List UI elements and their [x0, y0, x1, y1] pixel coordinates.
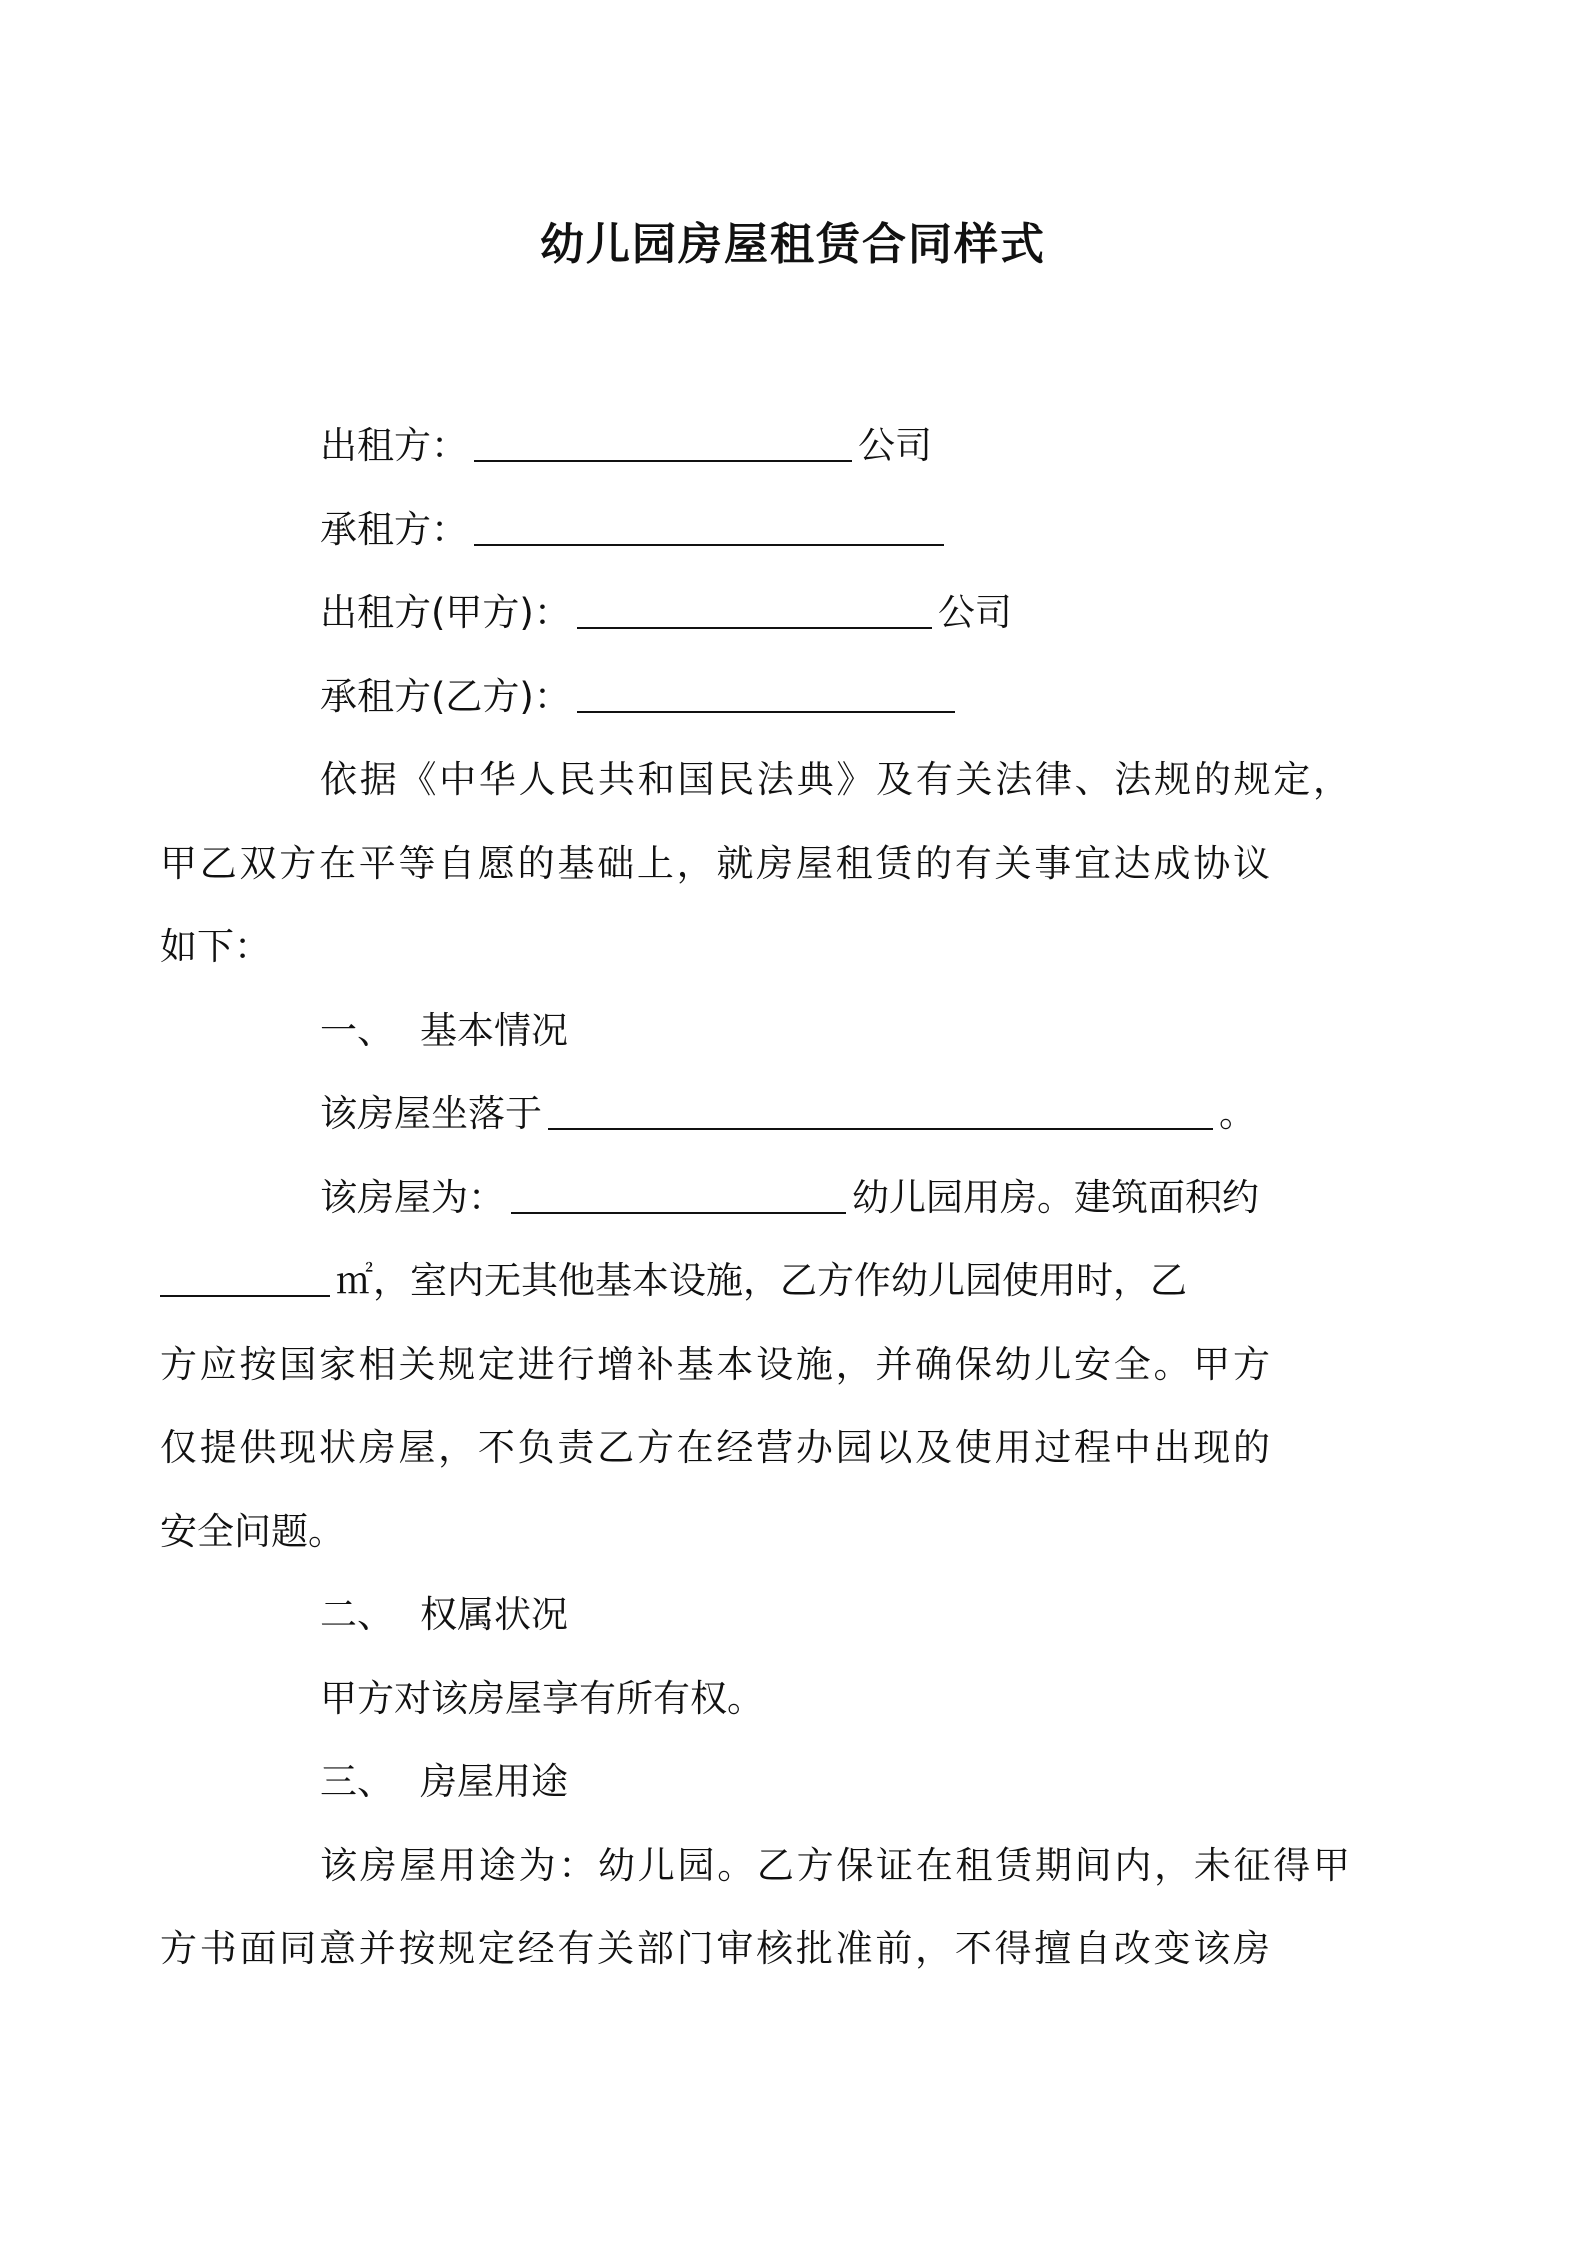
section2-text: 甲方对该房屋享有所有权。 — [320, 1676, 764, 1720]
party-a-suffix: 公司 — [937, 591, 1012, 634]
section1-heading — [240, 989, 1350, 1073]
section1-line-1: 方应按国家相关规定进行增补基本设施，并确保幼儿安全。甲方 — [160, 1342, 1270, 1386]
party-b-label: 承租方(乙方)： — [320, 674, 571, 718]
section1-use-line — [240, 1156, 1350, 1240]
section1-use-prefix: 该房屋为： — [320, 1175, 505, 1219]
section1-location-line — [240, 1072, 1350, 1156]
party-lessee-line — [240, 488, 1350, 572]
section2-number: 二、 — [320, 1593, 394, 1636]
section3-number: 三、 — [320, 1760, 394, 1803]
party-lessee-blank[interactable] — [474, 506, 944, 546]
section1-location-suffix: 。 — [1219, 1092, 1256, 1135]
area-blank[interactable] — [160, 1257, 330, 1297]
party-lessee-label: 承租方： — [320, 507, 468, 551]
section1-area-line — [160, 1239, 1350, 1323]
section1-use-suffix: 幼儿园用房。建筑面积约 — [852, 1175, 1259, 1219]
section2-heading — [240, 1573, 1350, 1657]
section1-area-unit: ㎡，室内无其他基本设施，乙方作幼儿园使用时，乙 — [336, 1259, 1187, 1302]
preamble-line-1: 依据《中华人民共和国民法典》及有关法律、法规的规定， — [320, 758, 1350, 801]
section1-line-2: 仅提供现状房屋，不负责乙方在经营办园以及使用过程中出现的 — [160, 1426, 1270, 1469]
section1-number: 一、 — [320, 1008, 394, 1052]
party-a-blank[interactable] — [577, 589, 932, 629]
party-lessor-line — [240, 404, 1350, 488]
section1-line-3: 安全问题。 — [160, 1509, 345, 1553]
document-title: 幼儿园房屋租赁合同样式 — [540, 219, 1046, 270]
section1-location-prefix: 该房屋坐落于 — [320, 1092, 542, 1135]
section3-line-1: 该房屋用途为：幼儿园。乙方保证在租赁期间内，未征得甲 — [320, 1843, 1350, 1887]
section3-line-2: 方书面同意并按规定经有关部门审核批准前，不得擅自改变该房 — [160, 1927, 1270, 1970]
party-b-line — [240, 655, 1350, 739]
section1-title: 基本情况 — [420, 1008, 568, 1052]
location-blank[interactable] — [548, 1090, 1213, 1130]
party-lessor-blank[interactable] — [474, 422, 852, 462]
party-b-blank[interactable] — [577, 673, 955, 713]
party-a-line — [240, 571, 1350, 655]
section2-title: 权属状况 — [420, 1593, 568, 1636]
document-body — [160, 404, 1350, 1991]
party-a-label: 出租方(甲方)： — [320, 591, 571, 634]
party-lessor-label: 出租方： — [320, 424, 468, 467]
section3-title: 房屋用途 — [420, 1760, 568, 1803]
section3-heading — [240, 1740, 1350, 1824]
preamble-line-3: 如下： — [160, 925, 271, 968]
party-lessor-suffix: 公司 — [858, 424, 932, 467]
preamble-line-2: 甲乙双方在平等自愿的基础上，就房屋租赁的有关事宜达成协议 — [160, 841, 1270, 885]
use-blank[interactable] — [511, 1174, 846, 1214]
